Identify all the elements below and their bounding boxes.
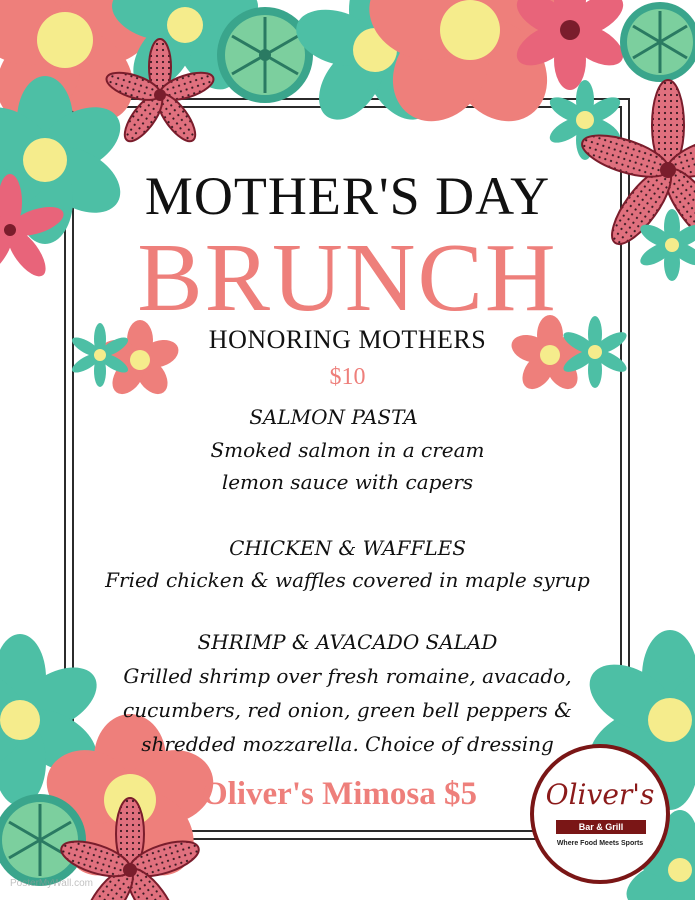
menu-item-description: Smoked salmon in a cream (210, 438, 485, 462)
brunch-price: $10 (329, 364, 366, 390)
logo-tagline: Where Food Meets Sports (556, 840, 644, 847)
title-line-1: MOTHER'S DAY (144, 166, 551, 226)
lime-slice-icon (620, 2, 695, 82)
menu-item-description: lemon sauce with capers (221, 470, 474, 494)
menu-item-name: CHICKEN & WAFFLES (229, 536, 466, 560)
menu-item-description: Fried chicken & waffles covered in maple syrup (105, 568, 590, 592)
menu-item-description: cucumbers, red onion, green bell peppers & (123, 698, 572, 722)
mimosa-special: Oliver's Mimosa $5 (202, 776, 477, 812)
title-line-2: BRUNCH (137, 224, 558, 332)
olivers-logo (530, 744, 670, 884)
menu-item-name: SALMON PASTA (249, 405, 418, 429)
logo-badge: Bar & Grill (556, 820, 646, 834)
menu-item-description: shredded mozzarella. Choice of dressing (141, 732, 554, 756)
logo-name: Oliver's (545, 778, 655, 811)
subtitle: HONORING MOTHERS (208, 325, 487, 354)
watermark: PosterMyWall.com (10, 878, 93, 889)
menu-item-name: SHRIMP & AVACADO SALAD (197, 630, 498, 654)
menu-item-description: Grilled shrimp over fresh romaine, avacado, (123, 664, 572, 688)
